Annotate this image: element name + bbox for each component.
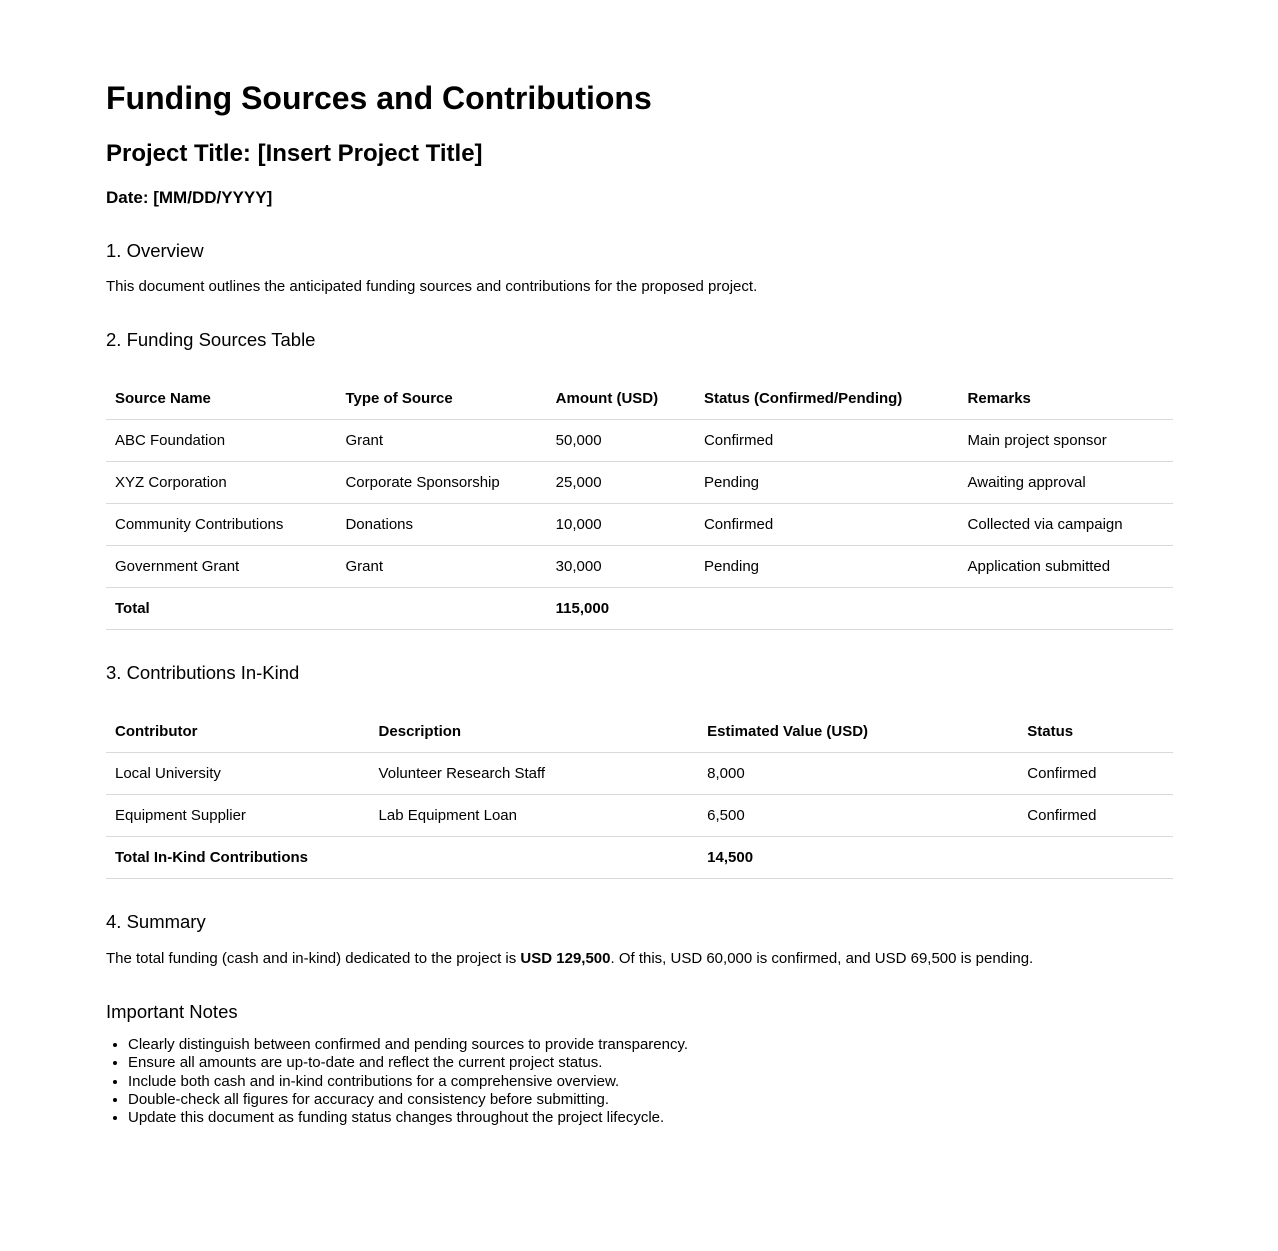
summary-text-prefix: The total funding (cash and in-kind) dedicated to the project is (106, 949, 521, 967)
column-header: Description (370, 711, 699, 753)
table-cell: Volunteer Research Staff (370, 753, 699, 795)
section-overview (106, 240, 1173, 297)
empty-cell (370, 837, 699, 879)
table-cell: Grant (336, 420, 546, 462)
table-cell: Community Contributions (106, 504, 336, 546)
summary-text-suffix: . Of this, USD 60,000 is confirmed, and USD 69,500 is pending. (610, 949, 1034, 967)
column-header: Status (1018, 711, 1173, 753)
funding-table-header-row (106, 378, 1173, 420)
note-item: • Ensure all amounts are up-to-date and reflect the current project status. (128, 1054, 1173, 1072)
table-cell: Corporate Sponsorship (336, 462, 546, 504)
table-cell: 10,000 (547, 504, 695, 546)
column-header: Remarks (959, 378, 1173, 420)
table-cell: Confirmed (1018, 753, 1173, 795)
column-header: Status (Confirmed/Pending) (695, 378, 959, 420)
funding-sources-table (106, 378, 1173, 630)
empty-cell (695, 588, 959, 630)
overview-heading: 1. Overview (106, 239, 204, 261)
document-title: Funding Sources and Contributions (106, 80, 652, 116)
empty-cell (959, 588, 1173, 630)
table-cell: 50,000 (547, 420, 695, 462)
column-header: Contributor (106, 711, 370, 753)
column-header: Type of Source (336, 378, 546, 420)
table-cell: Local University (106, 753, 370, 795)
section-funding-sources (106, 329, 1173, 630)
table-row (106, 753, 1173, 795)
inkind-table-header-row (106, 711, 1173, 753)
inkind-total-amount: 14,500 (698, 837, 1018, 879)
summary-heading: 4. Summary (106, 911, 206, 933)
note-item: • Include both cash and in-kind contributions for a comprehensive overview. (128, 1073, 1173, 1091)
table-row (106, 795, 1173, 837)
notes-heading: Important Notes (106, 1000, 238, 1022)
table-cell: Lab Equipment Loan (370, 795, 699, 837)
table-cell: Confirmed (695, 504, 959, 546)
table-cell: Application submitted (959, 546, 1173, 588)
inkind-total-label: Total In-Kind Contributions (106, 837, 370, 879)
table-cell: Confirmed (1018, 795, 1173, 837)
empty-cell (336, 588, 546, 630)
table-cell: 25,000 (547, 462, 695, 504)
note-item: • Update this document as funding status changes throughout the project lifecycle. (128, 1109, 1173, 1127)
table-cell: Equipment Supplier (106, 795, 370, 837)
table-cell: Awaiting approval (959, 462, 1173, 504)
date-line: Date: [MM/DD/YYYY] (106, 188, 273, 208)
table-cell: Pending (695, 546, 959, 588)
in-kind-contributions-table (106, 711, 1173, 879)
summary-text (106, 950, 1173, 969)
table-cell: Government Grant (106, 546, 336, 588)
table-cell: Donations (336, 504, 546, 546)
funding-total-row (106, 588, 1173, 630)
inkind-table-heading: 3. Contributions In-Kind (106, 662, 300, 684)
funding-total-label: Total (106, 588, 336, 630)
table-cell: XYZ Corporation (106, 462, 336, 504)
notes-list (106, 1036, 1173, 1128)
table-cell: Main project sponsor (959, 420, 1173, 462)
column-header: Estimated Value (USD) (698, 711, 1018, 753)
table-cell: 8,000 (698, 753, 1018, 795)
table-row (106, 462, 1173, 504)
column-header: Source Name (106, 378, 336, 420)
table-cell: Collected via campaign (959, 504, 1173, 546)
column-header: Amount (USD) (547, 378, 695, 420)
table-row (106, 546, 1173, 588)
section-inkind-contributions (106, 662, 1173, 879)
table-cell: Pending (695, 462, 959, 504)
table-cell: Grant (336, 546, 546, 588)
project-title: Project Title: [Insert Project Title] (106, 139, 483, 167)
table-row (106, 420, 1173, 462)
section-summary (106, 911, 1173, 968)
summary-total-amount: USD 129,500 (520, 949, 611, 967)
table-row (106, 504, 1173, 546)
note-item: • Clearly distinguish between confirmed and pending sources to provide transparency. (128, 1036, 1173, 1054)
overview-body: This document outlines the anticipated funding sources and contributions for the proposed project. (106, 278, 758, 296)
table-cell: ABC Foundation (106, 420, 336, 462)
table-cell: 30,000 (547, 546, 695, 588)
note-item: • Double-check all figures for accuracy and consistency before submitting. (128, 1091, 1173, 1109)
funding-table-heading: 2. Funding Sources Table (106, 328, 316, 350)
table-cell: Confirmed (695, 420, 959, 462)
section-important-notes (106, 1001, 1173, 1128)
empty-cell (1018, 837, 1173, 879)
funding-total-amount: 115,000 (547, 588, 695, 630)
table-cell: 6,500 (698, 795, 1018, 837)
inkind-total-row (106, 837, 1173, 879)
